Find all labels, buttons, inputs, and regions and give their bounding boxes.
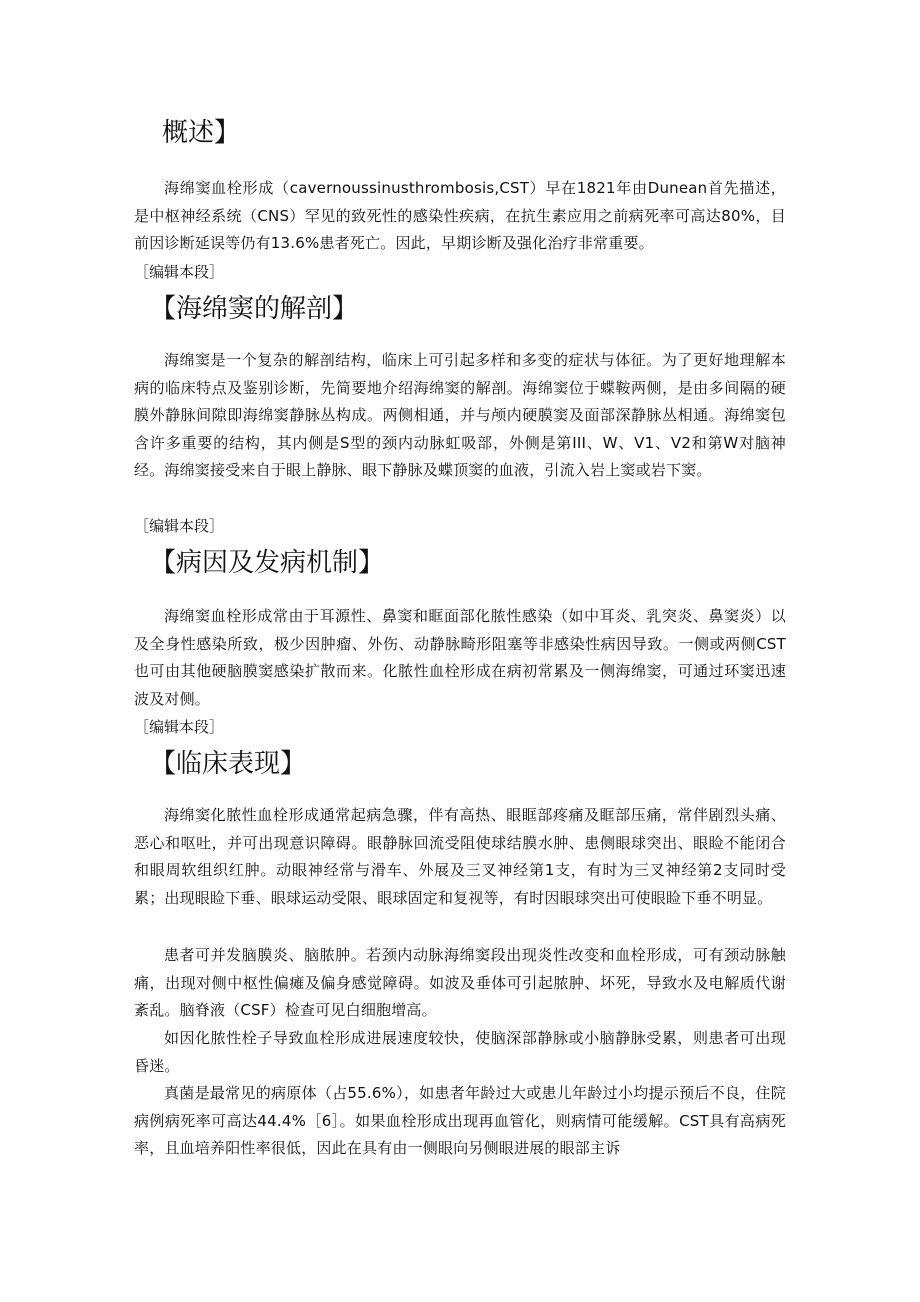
paragraph-clinical-2: 患者可并发脑膜炎、脑脓肿。若颈内动脉海绵窦段出现炎性改变和血栓形成，可有颈动脉触痛，出现对侧中枢性偏瘫及偏身感觉障碍。如波及垂体可引起脓肿、坏死，导致水及电解质代谢紊乱。脑脊液（CSF）检查可见白细胞增高。	[134, 946, 786, 1019]
paragraph-anatomy: 海绵窦是一个复杂的解剖结构，临床上可引起多样和多变的症状与体征。为了更好地理解本病的临床特点及鉴别诊断，先简要地介绍海绵窦的解剖。海绵窦位于蝶鞍两侧，是由多间隔的硬膜外静脉间隙即海绵窦静脉丛构成。两侧相通，并与颅内硬膜窦及面部深静脉丛相通。海绵窦包含许多重要的结构，其内侧是S型的颈内动脉虹吸部，外侧是第III、W、V1、V2和第W对脑神经。海绵窦接受来自于眼上静脉、眼下静脉及蝶顶窦的血液，引流入岩上窦或岩下窦。	[134, 351, 786, 479]
paragraph-overview: 海绵窦血栓形成（cavernoussinusthrombosis,CST）早在1821年由Dunean首先描述，是中枢神经系统（CNS）罕见的致死性的感染性疾病，在抗生素应用之前病死率可高达80%，目前因诊断延误等仍有13.6%患者死亡。因此，早期诊断及强化治疗非常重要。	[134, 179, 786, 252]
edit-section-link[interactable]: ［编辑本段］	[134, 718, 225, 736]
paragraph-clinical-3: 如因化脓性栓子导致血栓形成进展速度较快，使脑深部静脉或小脑静脉受累，则患者可出现昏迷。	[134, 1029, 786, 1075]
section-heading-overview: 概述】	[162, 118, 241, 148]
paragraph-etiology: 海绵窦血栓形成常由于耳源性、鼻窦和眶面部化脓性感染（如中耳炎、乳突炎、鼻窦炎）以及全身性感染所致，极少因肿瘤、外伤、动静脉畸形阻塞等非感染性病因导致。一侧或两侧CST也可由其他硬脑膜窦感染扩散而来。化脓性血栓形成在病初常累及一侧海绵窦，可通过环窦迅速波及对侧。	[134, 607, 786, 708]
section-heading-anatomy: 【海绵窦的解剖】	[150, 294, 359, 324]
edit-section-link[interactable]: ［编辑本段］	[134, 517, 225, 535]
section-heading-clinical: 【临床表现】	[150, 749, 307, 779]
edit-section-link[interactable]: ［编辑本段］	[134, 263, 225, 281]
paragraph-clinical-4: 真菌是最常见的病原体（占55.6%），如患者年龄过大或患儿年龄过小均提示预后不良，住院病例病死率可高达44.4%［6］。如果血栓形成出现再血管化，则病情可能缓解。CST具有高病死率，且血培养阳性率很低，因此在具有由一侧眼向另侧眼进展的眼部主诉	[134, 1084, 786, 1157]
paragraph-clinical-1: 海绵窦化脓性血栓形成通常起病急骤，伴有高热、眼眶部疼痛及眶部压痛，常伴剧烈头痛、恶心和呕吐，并可出现意识障碍。眼静脉回流受阻使球结膜水肿、患侧眼球突出、眼睑不能闭合和眼周软组织红肿。动眼神经常与滑车、外展及三叉神经第1支，有时为三叉神经第2支同时受累；出现眼睑下垂、眼球运动受限、眼球固定和复视等，有时因眼球突出可使眼睑下垂不明显。	[134, 806, 786, 907]
section-heading-etiology: 【病因及发病机制】	[150, 548, 385, 578]
